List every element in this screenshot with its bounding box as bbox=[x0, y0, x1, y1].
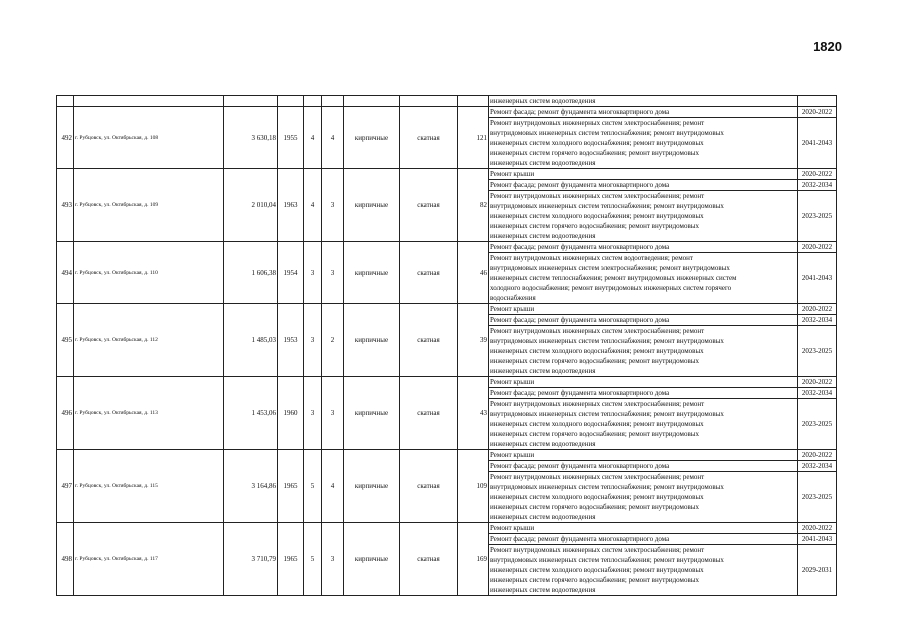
floor-count: 4 bbox=[304, 107, 322, 169]
entrance-count: 3 bbox=[322, 377, 344, 450]
building-address: г. Рубцовск, ул. Октябрьская, д. 110 bbox=[74, 242, 224, 304]
work-period: 2023-2025 bbox=[798, 191, 837, 242]
work-period: 2023-2025 bbox=[798, 472, 837, 523]
floor-count: 3 bbox=[304, 242, 322, 304]
row-number: 493 bbox=[57, 169, 74, 242]
floor-count: 5 bbox=[304, 450, 322, 523]
row-number: 497 bbox=[57, 450, 74, 523]
build-year: 1955 bbox=[278, 107, 304, 169]
roof-type: скатная bbox=[400, 377, 458, 450]
wall-material: кирпичные bbox=[344, 242, 400, 304]
work-period: 2032-2034 bbox=[798, 180, 837, 191]
work-description: Ремонт крыши bbox=[489, 304, 798, 315]
row-number: 498 bbox=[57, 523, 74, 596]
work-period: 2023-2025 bbox=[798, 326, 837, 377]
work-description: Ремонт фасада; ремонт фундамента многоквартирного дома bbox=[489, 388, 798, 399]
entrance-count: 3 bbox=[322, 523, 344, 596]
roof-type: скатная bbox=[400, 304, 458, 377]
work-period: 2020-2022 bbox=[798, 523, 837, 534]
total-area: 1 606,38 bbox=[224, 242, 278, 304]
building-address: г. Рубцовск, ул. Октябрьская, д. 113 bbox=[74, 377, 224, 450]
wall-material: кирпичные bbox=[344, 523, 400, 596]
floor-count: 3 bbox=[304, 304, 322, 377]
entrance-count: 4 bbox=[322, 107, 344, 169]
total-area: 3 710,79 bbox=[224, 523, 278, 596]
work-description: Ремонт внутридомовых инженерных систем электроснабжения; ремонт внутридомовых инженерных систем теплоснабжения; ремонт внутридомовых инженерных систем холодного водоснабжения; ремонт внутридомовых инженерных систем горячего водоснабжения; ремонт внутридомовых инженерных систем водоотведения bbox=[489, 191, 798, 242]
roof-type: скатная bbox=[400, 450, 458, 523]
resident-count: 121 bbox=[458, 107, 489, 169]
total-area: 3 164,86 bbox=[224, 450, 278, 523]
blank-cell bbox=[278, 96, 304, 107]
work-description: Ремонт фасада; ремонт фундамента многоквартирного дома bbox=[489, 315, 798, 326]
blank-cell bbox=[322, 96, 344, 107]
roof-type: скатная bbox=[400, 169, 458, 242]
building-address: г. Рубцовск, ул. Октябрьская, д. 109 bbox=[74, 169, 224, 242]
work-period: 2020-2022 bbox=[798, 169, 837, 180]
total-area: 1 485,03 bbox=[224, 304, 278, 377]
work-period: 2020-2022 bbox=[798, 107, 837, 118]
page-number: 1820 bbox=[813, 39, 842, 54]
entrance-count: 2 bbox=[322, 304, 344, 377]
work-description: Ремонт крыши bbox=[489, 169, 798, 180]
blank-cell bbox=[458, 96, 489, 107]
building-row bbox=[57, 242, 837, 253]
wall-material: кирпичные bbox=[344, 304, 400, 377]
work-period: 2020-2022 bbox=[798, 450, 837, 461]
work-period: 2032-2034 bbox=[798, 388, 837, 399]
building-address: г. Рубцовск, ул. Октябрьская, д. 117 bbox=[74, 523, 224, 596]
wall-material: кирпичные bbox=[344, 169, 400, 242]
row-number: 496 bbox=[57, 377, 74, 450]
building-row bbox=[57, 169, 837, 180]
blank-cell bbox=[344, 96, 400, 107]
wall-material: кирпичные bbox=[344, 377, 400, 450]
row-number: 492 bbox=[57, 107, 74, 169]
build-year: 1953 bbox=[278, 304, 304, 377]
work-description: Ремонт крыши bbox=[489, 523, 798, 534]
work-description: Ремонт фасада; ремонт фундамента многоквартирного дома bbox=[489, 180, 798, 191]
build-year: 1954 bbox=[278, 242, 304, 304]
wall-material: кирпичные bbox=[344, 450, 400, 523]
building-row bbox=[57, 304, 837, 315]
entrance-count: 3 bbox=[322, 169, 344, 242]
resident-count: 82 bbox=[458, 169, 489, 242]
work-period: 2029-2031 bbox=[798, 545, 837, 596]
total-area: 3 630,18 bbox=[224, 107, 278, 169]
work-period: 2023-2025 bbox=[798, 399, 837, 450]
work-description: Ремонт крыши bbox=[489, 377, 798, 388]
roof-type: скатная bbox=[400, 242, 458, 304]
blank-cell bbox=[57, 96, 74, 107]
building-row bbox=[57, 377, 837, 388]
building-row bbox=[57, 523, 837, 534]
floor-count: 4 bbox=[304, 169, 322, 242]
table-body bbox=[57, 96, 837, 596]
total-area: 1 453,06 bbox=[224, 377, 278, 450]
building-row bbox=[57, 450, 837, 461]
work-description: Ремонт фасада; ремонт фундамента многоквартирного дома bbox=[489, 107, 798, 118]
blank-cell bbox=[304, 96, 322, 107]
work-period: 2041-2043 bbox=[798, 253, 837, 304]
floor-count: 3 bbox=[304, 377, 322, 450]
work-period: 2020-2022 bbox=[798, 304, 837, 315]
continuation-row bbox=[57, 96, 837, 107]
row-number: 494 bbox=[57, 242, 74, 304]
work-description: Ремонт внутридомовых инженерных систем электроснабжения; ремонт внутридомовых инженерных систем теплоснабжения; ремонт внутридомовых инженерных систем холодного водоснабжения; ремонт внутридомовых инженерных систем горячего водоснабжения; ремонт внутридомовых инженерных систем водоотведения bbox=[489, 326, 798, 377]
building-address: г. Рубцовск, ул. Октябрьская, д. 115 bbox=[74, 450, 224, 523]
work-description: инженерных систем водоотведения bbox=[489, 96, 798, 107]
blank-cell bbox=[74, 96, 224, 107]
building-row bbox=[57, 107, 837, 118]
work-period: 2020-2022 bbox=[798, 242, 837, 253]
roof-type: скатная bbox=[400, 523, 458, 596]
floor-count: 5 bbox=[304, 523, 322, 596]
entrance-count: 3 bbox=[322, 242, 344, 304]
resident-count: 169 bbox=[458, 523, 489, 596]
resident-count: 109 bbox=[458, 450, 489, 523]
roof-type: скатная bbox=[400, 107, 458, 169]
work-description: Ремонт внутридомовых инженерных систем водоотведения; ремонт внутридомовых инженерных систем электроснабжения; ремонт внутридомовых инженерных систем теплоснабжения; ремонт внутридомовых инженерных систем холодного водоснабжения; ремонт внутридомовых инженерных систем горячего водоснабжения bbox=[489, 253, 798, 304]
work-description: Ремонт внутридомовых инженерных систем электроснабжения; ремонт внутридомовых инженерных систем теплоснабжения; ремонт внутридомовых инженерных систем холодного водоснабжения; ремонт внутридомовых инженерных систем горячего водоснабжения; ремонт внутридомовых инженерных систем водоотведения bbox=[489, 399, 798, 450]
row-number: 495 bbox=[57, 304, 74, 377]
resident-count: 39 bbox=[458, 304, 489, 377]
resident-count: 46 bbox=[458, 242, 489, 304]
build-year: 1965 bbox=[278, 523, 304, 596]
blank-cell bbox=[400, 96, 458, 107]
blank-cell bbox=[798, 96, 837, 107]
resident-count: 43 bbox=[458, 377, 489, 450]
work-description: Ремонт крыши bbox=[489, 450, 798, 461]
work-period: 2032-2034 bbox=[798, 315, 837, 326]
building-address: г. Рубцовск, ул. Октябрьская, д. 108 bbox=[74, 107, 224, 169]
work-description: Ремонт внутридомовых инженерных систем электроснабжения; ремонт внутридомовых инженерных систем теплоснабжения; ремонт внутридомовых инженерных систем холодного водоснабжения; ремонт внутридомовых инженерных систем горячего водоснабжения; ремонт внутридомовых инженерных систем водоотведения bbox=[489, 472, 798, 523]
build-year: 1965 bbox=[278, 450, 304, 523]
work-description: Ремонт фасада; ремонт фундамента многоквартирного дома bbox=[489, 461, 798, 472]
work-description: Ремонт фасада; ремонт фундамента многоквартирного дома bbox=[489, 242, 798, 253]
blank-cell bbox=[224, 96, 278, 107]
work-description: Ремонт внутридомовых инженерных систем электроснабжения; ремонт внутридомовых инженерных систем теплоснабжения; ремонт внутридомовых инженерных систем холодного водоснабжения; ремонт внутридомовых инженерных систем горячего водоснабжения; ремонт внутридомовых инженерных систем водоотведения bbox=[489, 118, 798, 169]
total-area: 2 010,04 bbox=[224, 169, 278, 242]
work-period: 2041-2043 bbox=[798, 118, 837, 169]
wall-material: кирпичные bbox=[344, 107, 400, 169]
entrance-count: 4 bbox=[322, 450, 344, 523]
build-year: 1960 bbox=[278, 377, 304, 450]
work-period: 2041-2043 bbox=[798, 534, 837, 545]
building-address: г. Рубцовск, ул. Октябрьская, д. 112 bbox=[74, 304, 224, 377]
work-period: 2020-2022 bbox=[798, 377, 837, 388]
work-description: Ремонт фасада; ремонт фундамента многоквартирного дома bbox=[489, 534, 798, 545]
repair-schedule-table bbox=[56, 95, 837, 596]
build-year: 1963 bbox=[278, 169, 304, 242]
work-description: Ремонт внутридомовых инженерных систем электроснабжения; ремонт внутридомовых инженерных систем теплоснабжения; ремонт внутридомовых инженерных систем холодного водоснабжения; ремонт внутридомовых инженерных систем горячего водоснабжения; ремонт внутридомовых инженерных систем водоотведения bbox=[489, 545, 798, 596]
work-period: 2032-2034 bbox=[798, 461, 837, 472]
